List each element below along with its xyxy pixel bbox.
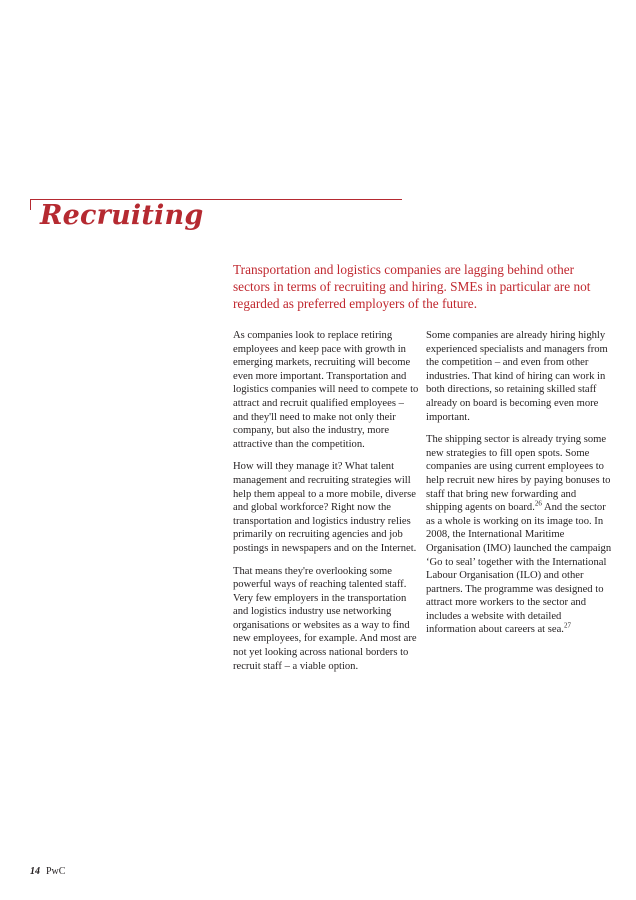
body-text: And the sector as a whole is working on its image too. In 2008, the International Maritime Organisation (IMO) launched the campaign ‘Go to seal’ together with the International Labour Organisation (ILO) and other partners. The programme was designed to attract more workers to the sector and includes a website with detailed information about careers at sea. xyxy=(426,502,612,636)
body-paragraph: That means they're overlooking some powerful ways of reaching talented staff. Very few employers in the transportation and logistics industry use networking organisations or websites as a way to find new employees, for example. And most are not yet looking across national borders to recruit staff – a viable option. xyxy=(233,565,417,672)
page-footer xyxy=(30,866,65,877)
section-title: Recruiting xyxy=(40,200,204,231)
body-paragraph xyxy=(426,433,613,637)
body-column-right xyxy=(426,329,613,646)
body-column-left xyxy=(233,329,420,682)
page-number: 14 xyxy=(30,866,40,877)
footnote-ref-26: 26 xyxy=(534,499,542,508)
section-title-rule-tick xyxy=(30,199,31,210)
footnote-ref-27: 27 xyxy=(563,621,571,630)
body-text: The shipping sector is already trying some new strategies to fill open spots. Some companies are using current employees to help recruit new hires by paying bonuses to staff that bring new forwarding and shipping agents on board. xyxy=(426,434,611,514)
body-paragraph: How will they manage it? What talent management and recruiting strategies will help them appeal to a more mobile, diverse and global workforce? Right now the transportation and logistics industry relies primarily on recruiting agencies and job postings in newspapers and on the Internet. xyxy=(233,461,417,554)
lede-paragraph: Transportation and logistics companies are lagging behind other sectors in terms of recruiting and hiring. SMEs in particular are not regarded as preferred employers of the future. xyxy=(233,262,591,311)
footer-brand: PwC xyxy=(46,866,66,877)
body-paragraph: Some companies are already hiring highly experienced specialists and managers from the competition – and even from other industries. That kind of hiring can work in both directions, so retaining skilled staff already on board is becoming even more important. xyxy=(426,330,608,423)
body-paragraph: As companies look to replace retiring employees and keep pace with growth in emerging markets, recruiting will become even more important. Transportation and logistics companies will need to compete to attract and recruit qualified employees – and they'll need to make not only their company, but also the industry, more attractive than the competition. xyxy=(233,330,419,450)
